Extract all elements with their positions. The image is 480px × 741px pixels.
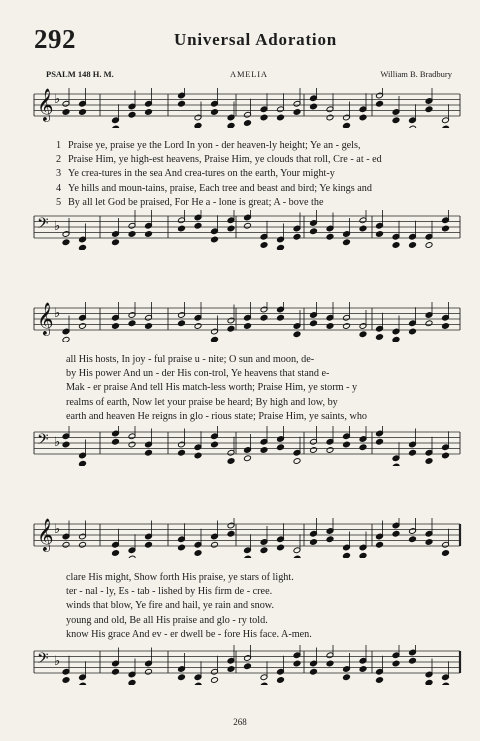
note-head bbox=[211, 109, 219, 116]
note-head bbox=[409, 657, 417, 664]
note-head bbox=[326, 233, 334, 240]
note-head bbox=[79, 541, 87, 548]
note-head bbox=[244, 120, 252, 127]
note-head bbox=[145, 231, 153, 238]
note-head bbox=[409, 242, 417, 249]
composer-name: William B. Bradbury bbox=[380, 69, 452, 79]
note-head bbox=[310, 228, 318, 235]
note-head bbox=[409, 536, 417, 543]
note-head bbox=[425, 106, 433, 113]
note-head bbox=[211, 236, 219, 243]
note-head bbox=[442, 682, 450, 685]
bass-staff bbox=[0, 210, 480, 250]
lyric-text: by His power And un - der His con-trol, Ye heavens that stand e- bbox=[66, 368, 330, 380]
note-head bbox=[260, 114, 268, 121]
note-head bbox=[145, 541, 153, 548]
lyric-text: winds that blow, Ye fire and hail, ye rain and snow. bbox=[66, 600, 275, 612]
note-head bbox=[376, 541, 384, 548]
note-head bbox=[227, 458, 235, 465]
note-head bbox=[227, 122, 235, 128]
verse-number: 1 bbox=[56, 140, 62, 151]
note-head bbox=[260, 314, 268, 321]
hymn-number: 292 bbox=[34, 24, 76, 54]
note-head bbox=[293, 555, 301, 558]
flat-key-icon: ♭ bbox=[54, 654, 61, 669]
lyric-text: ter - nal - ly, Es - tab - lished by His firm de - cree. bbox=[66, 586, 273, 598]
note-head bbox=[62, 541, 70, 548]
note-head bbox=[293, 660, 301, 667]
note-head bbox=[211, 541, 219, 548]
note-head bbox=[409, 449, 417, 456]
note-head bbox=[343, 441, 351, 448]
note-head bbox=[425, 679, 433, 685]
note-head bbox=[112, 323, 120, 330]
note-head bbox=[392, 660, 400, 667]
note-head bbox=[112, 125, 120, 128]
note-head bbox=[392, 463, 400, 466]
flat-key-icon: ♭ bbox=[54, 522, 61, 537]
note-head bbox=[277, 444, 285, 451]
note-head bbox=[326, 660, 334, 667]
note-head bbox=[112, 550, 120, 557]
note-head bbox=[244, 222, 252, 229]
lyric-text: Praise ye, praise ye the Lord In yon - der heaven-ly height; Ye an - gels, bbox=[68, 140, 361, 151]
note-head bbox=[194, 323, 202, 330]
bass-clef-icon: 𝄢 bbox=[37, 431, 49, 452]
note-head bbox=[293, 458, 301, 465]
verse-number: 2 bbox=[56, 154, 62, 166]
note-head bbox=[178, 544, 186, 551]
treble-staff bbox=[0, 518, 480, 558]
note-head bbox=[128, 555, 136, 558]
note-head bbox=[359, 666, 367, 673]
treble-clef-icon: 𝄞 bbox=[37, 302, 54, 335]
note-head bbox=[112, 438, 120, 445]
note-head bbox=[293, 331, 301, 338]
note-head bbox=[227, 530, 235, 537]
note-head bbox=[392, 530, 400, 537]
note-head bbox=[194, 452, 202, 459]
treble-staff bbox=[0, 88, 480, 128]
hymn-title: Universal Adoration bbox=[174, 30, 338, 49]
verse-number: 4 bbox=[56, 182, 62, 194]
lyric-text: Mak - er praise And tell His match-less worth; Praise Him, ye storm - y bbox=[66, 382, 358, 394]
note-head bbox=[442, 225, 450, 232]
lyric-text: Ye hills and moun-tains, praise, Each tree and beast and bird; Ye kings and bbox=[68, 182, 372, 194]
note-head bbox=[425, 539, 433, 546]
note-head bbox=[392, 117, 400, 124]
note-head bbox=[409, 328, 417, 335]
note-head bbox=[425, 242, 433, 249]
note-head bbox=[128, 111, 136, 118]
note-head bbox=[260, 547, 268, 554]
note-head bbox=[376, 100, 384, 107]
note-head bbox=[211, 336, 219, 342]
note-head bbox=[112, 668, 120, 675]
note-head bbox=[128, 231, 136, 238]
note-head bbox=[178, 674, 186, 681]
note-head bbox=[310, 103, 318, 110]
lyric-text: clare His might, Show forth His praise, ye stars of light. bbox=[66, 572, 294, 583]
note-head bbox=[194, 122, 202, 128]
note-head bbox=[260, 242, 268, 249]
note-head bbox=[211, 677, 219, 684]
lyric-text: all His hosts, In joy - ful praise u - nite; O sun and moon, de- bbox=[66, 354, 315, 365]
lyric-text: Praise Him, ye high-est heavens, Praise Him, ye clouds that roll, Cre - at - ed bbox=[68, 154, 382, 166]
note-head bbox=[227, 225, 235, 232]
note-head bbox=[227, 666, 235, 673]
note-head bbox=[326, 114, 334, 121]
lyric-text: young and old, Be all His praise and glo - ry told. bbox=[66, 614, 268, 626]
note-head bbox=[128, 441, 136, 448]
note-head bbox=[326, 323, 334, 330]
note-head bbox=[376, 231, 384, 238]
note-head bbox=[277, 544, 285, 551]
treble-clef-icon: 𝄞 bbox=[37, 518, 54, 551]
note-head bbox=[326, 447, 334, 454]
flat-key-icon: ♭ bbox=[54, 219, 61, 234]
flat-key-icon: ♭ bbox=[54, 92, 61, 107]
note-head bbox=[244, 455, 252, 462]
note-head bbox=[359, 225, 367, 232]
note-head bbox=[178, 225, 186, 232]
note-head bbox=[310, 447, 318, 454]
note-head bbox=[409, 125, 417, 128]
treble-clef-icon: 𝄞 bbox=[37, 88, 54, 121]
note-head bbox=[277, 677, 285, 684]
note-head bbox=[62, 441, 70, 448]
note-head bbox=[145, 323, 153, 330]
note-head bbox=[425, 458, 433, 465]
note-head bbox=[376, 677, 384, 684]
note-head bbox=[244, 663, 252, 670]
note-head bbox=[343, 122, 351, 128]
note-head bbox=[376, 334, 384, 341]
lyric-text: know His grace And ev - er dwell be - fore His face. A-men. bbox=[66, 628, 312, 640]
note-head bbox=[112, 239, 120, 246]
note-head bbox=[310, 539, 318, 546]
note-head bbox=[359, 552, 367, 558]
note-head bbox=[359, 444, 367, 451]
bass-clef-icon: 𝄢 bbox=[37, 650, 49, 671]
note-head bbox=[194, 222, 202, 229]
psalm-meter: PSALM 148 H. M. bbox=[46, 69, 114, 79]
flat-key-icon: ♭ bbox=[54, 435, 61, 450]
note-head bbox=[128, 679, 136, 685]
note-head bbox=[343, 674, 351, 681]
note-head bbox=[392, 242, 400, 249]
note-head bbox=[326, 536, 334, 543]
lyric-text: Ye crea-tures in the sea And crea-tures on the earth, Your might-y bbox=[68, 168, 335, 180]
note-head bbox=[359, 114, 367, 121]
note-head bbox=[343, 239, 351, 246]
note-head bbox=[79, 682, 87, 685]
note-head bbox=[62, 239, 70, 246]
verse-number: 5 bbox=[56, 196, 62, 208]
note-head bbox=[211, 441, 219, 448]
note-head bbox=[79, 323, 87, 330]
lyric-text: earth and heaven He reigns in glo - rious state; Praise Him, ye saints, who bbox=[66, 410, 368, 422]
note-head bbox=[244, 555, 252, 558]
note-head bbox=[442, 452, 450, 459]
tune-name: AMELIA bbox=[230, 69, 268, 79]
bass-staff bbox=[0, 645, 480, 685]
note-head bbox=[194, 550, 202, 557]
note-head bbox=[376, 438, 384, 445]
note-head bbox=[79, 109, 87, 116]
note-head bbox=[145, 668, 153, 675]
lyric-text: realms of earth, Now let your praise be heard; By high and low, by bbox=[66, 396, 338, 408]
note-head bbox=[343, 552, 351, 558]
note-head bbox=[178, 449, 186, 456]
note-head bbox=[145, 109, 153, 116]
note-head bbox=[277, 314, 285, 321]
note-head bbox=[62, 109, 70, 116]
note-head bbox=[293, 233, 301, 240]
note-head bbox=[442, 125, 450, 128]
note-head bbox=[260, 447, 268, 454]
note-head bbox=[178, 100, 186, 107]
note-head bbox=[425, 320, 433, 327]
note-head bbox=[392, 336, 400, 342]
treble-staff bbox=[0, 302, 480, 342]
bass-staff bbox=[0, 426, 480, 466]
note-head bbox=[128, 320, 136, 327]
verse-number: 3 bbox=[56, 168, 62, 180]
note-head bbox=[293, 109, 301, 116]
note-head bbox=[79, 460, 87, 466]
note-head bbox=[145, 449, 153, 456]
note-head bbox=[244, 323, 252, 330]
note-head bbox=[277, 244, 285, 250]
note-head bbox=[178, 320, 186, 327]
note-head bbox=[343, 323, 351, 330]
lyric-text: By all let God be praised, For He a - lone is great; A - bove the bbox=[68, 196, 324, 208]
note-head bbox=[359, 331, 367, 338]
note-head bbox=[442, 323, 450, 330]
page-number: 268 bbox=[233, 717, 247, 727]
note-head bbox=[310, 668, 318, 675]
note-head bbox=[62, 336, 70, 342]
note-head bbox=[62, 677, 70, 684]
note-head bbox=[79, 244, 87, 250]
note-head bbox=[227, 325, 235, 332]
note-head bbox=[260, 682, 268, 685]
bass-clef-icon: 𝄢 bbox=[37, 215, 49, 236]
flat-key-icon: ♭ bbox=[54, 306, 61, 321]
note-head bbox=[442, 550, 450, 557]
note-head bbox=[194, 682, 202, 685]
note-head bbox=[310, 320, 318, 327]
note-head bbox=[277, 114, 285, 121]
